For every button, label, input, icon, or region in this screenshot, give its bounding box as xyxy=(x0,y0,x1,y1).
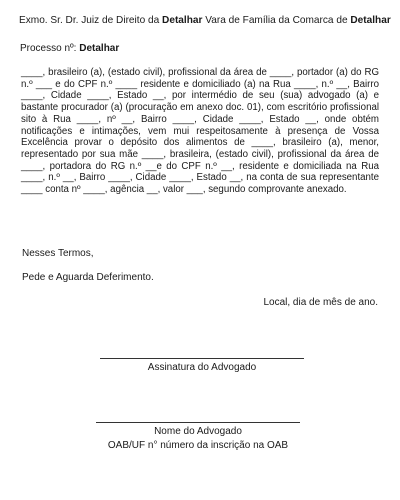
process-label: Processo nº: xyxy=(20,43,80,54)
comarca-placeholder: Detalhar xyxy=(350,15,391,26)
header-prefix: Exmo. Sr. Dr. Juiz de Direito da xyxy=(19,15,163,26)
process-value: Detalhar xyxy=(79,43,120,54)
vara-placeholder: Detalhar xyxy=(162,15,203,26)
closing-request: Pede e Aguarda Deferimento. xyxy=(22,272,154,283)
header-middle: Vara de Família da Comarca de xyxy=(202,15,351,26)
process-number xyxy=(20,42,119,56)
oab-registration-label: OAB/UF n° número da inscrição na OAB xyxy=(107,440,289,451)
court-header xyxy=(19,14,391,28)
place-date: Local, dia de mês de ano. xyxy=(263,297,378,308)
lawyer-signature-label: Assinatura do Advogado xyxy=(147,362,257,373)
lawyer-signature-line xyxy=(100,358,304,359)
body-paragraph: ____, brasileiro (a), (estado civil), profissional da área de ____, portador (a) do RG n.º ___ e do CPF n.º ____ residente e domiciliado (a) na Rua ____, n.º __, Bairro ____, Cidade ____, Estado __, por intermédio de seu (sua) advogado (a) e bastante procurador (a) (procuração em anexo doc. 01), com escritório profissional sito à Rua ____, nº __, Bairro ____, Cidade ____, Estado __, onde obtém notificações e intimações, vem mui respeitosamente à presença de Vossa Excelência provar o depósito dos alimentos de ____, brasileiro (a), menor, representado por sua mãe ____, brasileira, (estado civil), profissional da área de ____, portadora do RG n.º __e do CPF n.º __, residente e domiciliada na Rua ____, n.º __, Bairro ____, Cidade ____, Estado __, na conta de sua representante ____ conta nº ____, agência __, valor ___, segundo comprovante anexado. xyxy=(21,67,379,196)
closing-terms: Nesses Termos, xyxy=(22,248,94,259)
lawyer-name-line xyxy=(96,422,300,423)
lawyer-name-label: Nome do Advogado xyxy=(154,426,242,437)
